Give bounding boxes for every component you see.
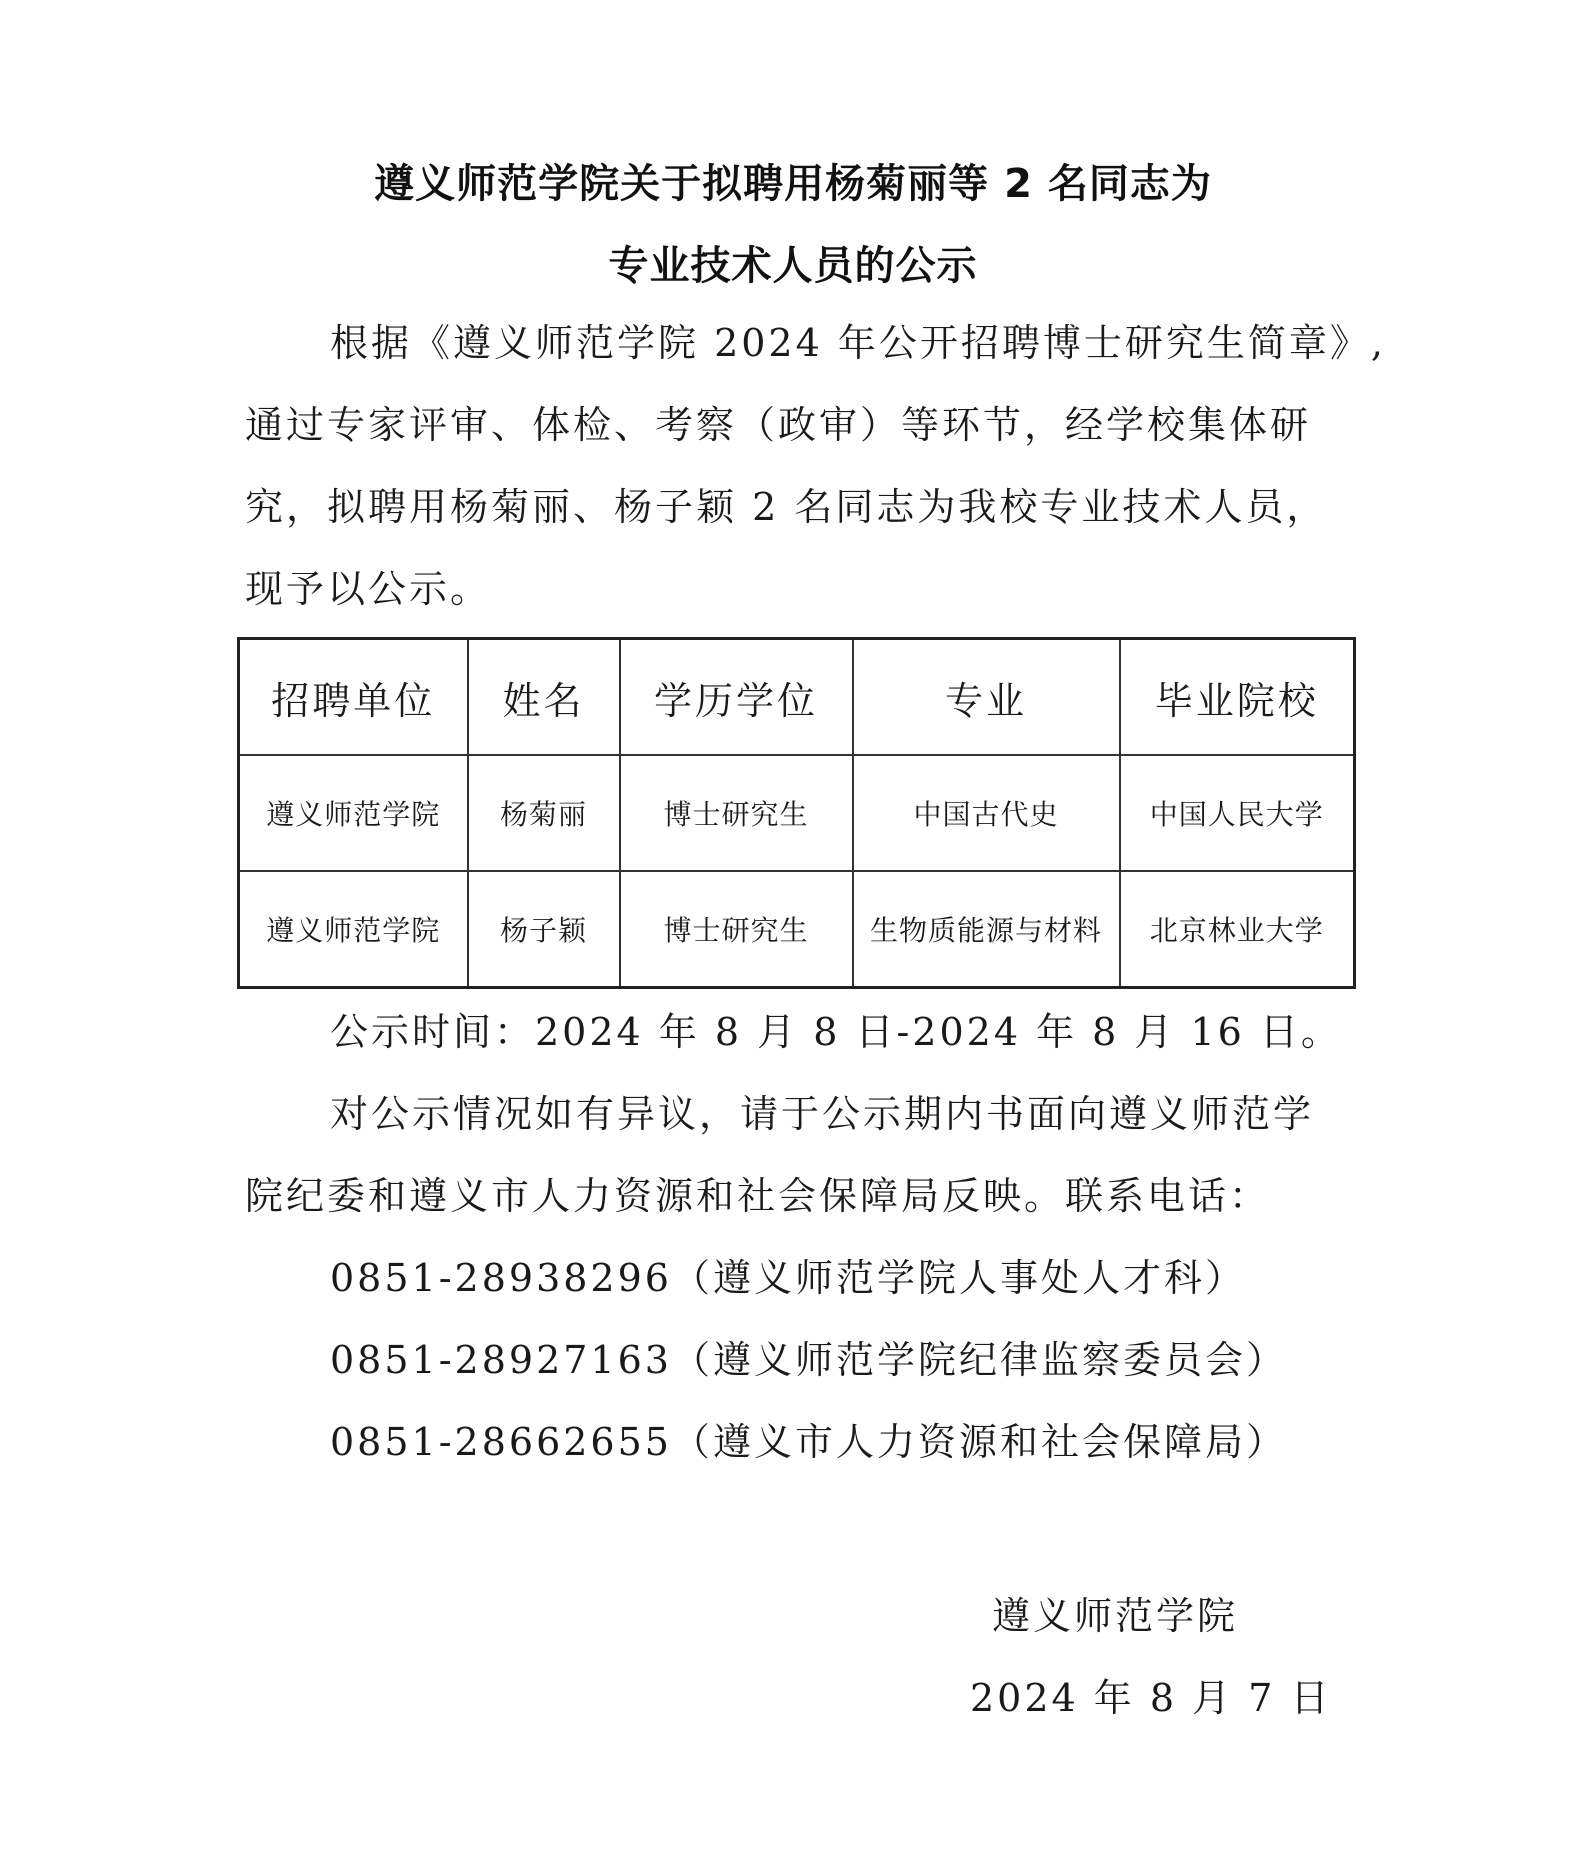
intro-line3: 究，拟聘用杨菊丽、杨子颖 2 名同志为我校专业技术人员， <box>245 485 1328 529</box>
intro-line2: 通过专家评审、体检、考察（政审）等环节，经学校集体研 <box>245 403 1312 447</box>
header-unit: 招聘单位 <box>239 639 468 756</box>
table-header-row <box>239 639 1355 756</box>
cell-unit: 遵义师范学院 <box>239 871 468 988</box>
header-name: 姓名 <box>468 639 620 756</box>
cell-major: 中国古代史 <box>853 755 1120 871</box>
notice-title-line2: 专业技术人员的公示 <box>608 243 978 289</box>
header-school: 毕业院校 <box>1120 639 1355 756</box>
cell-school: 中国人民大学 <box>1120 755 1355 871</box>
notice-period: 公示时间：2024 年 8 月 8 日-2024 年 8 月 16 日。 <box>330 1010 1342 1054</box>
cell-degree: 博士研究生 <box>620 755 853 871</box>
cell-name: 杨子颖 <box>468 871 620 988</box>
contact-phone-hr: 0851-28938296（遵义师范学院人事处人才科） <box>330 1256 1246 1300</box>
signature-date: 2024 年 8 月 7 日 <box>970 1676 1332 1720</box>
intro-line1: 根据《遵义师范学院 2024 年公开招聘博士研究生简章》, <box>330 321 1386 365</box>
cell-degree: 博士研究生 <box>620 871 853 988</box>
table-row <box>239 871 1355 988</box>
header-degree: 学历学位 <box>620 639 853 756</box>
contact-phone-bureau: 0851-28662655（遵义市人力资源和社会保障局） <box>330 1420 1287 1464</box>
objection-line2: 院纪委和遵义市人力资源和社会保障局反映。联系电话： <box>245 1174 1271 1218</box>
cell-name: 杨菊丽 <box>468 755 620 871</box>
cell-major: 生物质能源与材料 <box>853 871 1120 988</box>
notice-title-line1: 遵义师范学院关于拟聘用杨菊丽等 2 名同志为 <box>374 161 1212 207</box>
cell-unit: 遵义师范学院 <box>239 755 468 871</box>
header-major: 专业 <box>853 639 1120 756</box>
candidate-table <box>237 637 1356 989</box>
table-row <box>239 755 1355 871</box>
intro-line4: 现予以公示。 <box>245 567 492 611</box>
signature-org: 遵义师范学院 <box>992 1594 1239 1638</box>
contact-phone-discipline: 0851-28927163（遵义师范学院纪律监察委员会） <box>330 1338 1287 1382</box>
objection-line1: 对公示情况如有异议，请于公示期内书面向遵义师范学 <box>330 1092 1315 1136</box>
cell-school: 北京林业大学 <box>1120 871 1355 988</box>
